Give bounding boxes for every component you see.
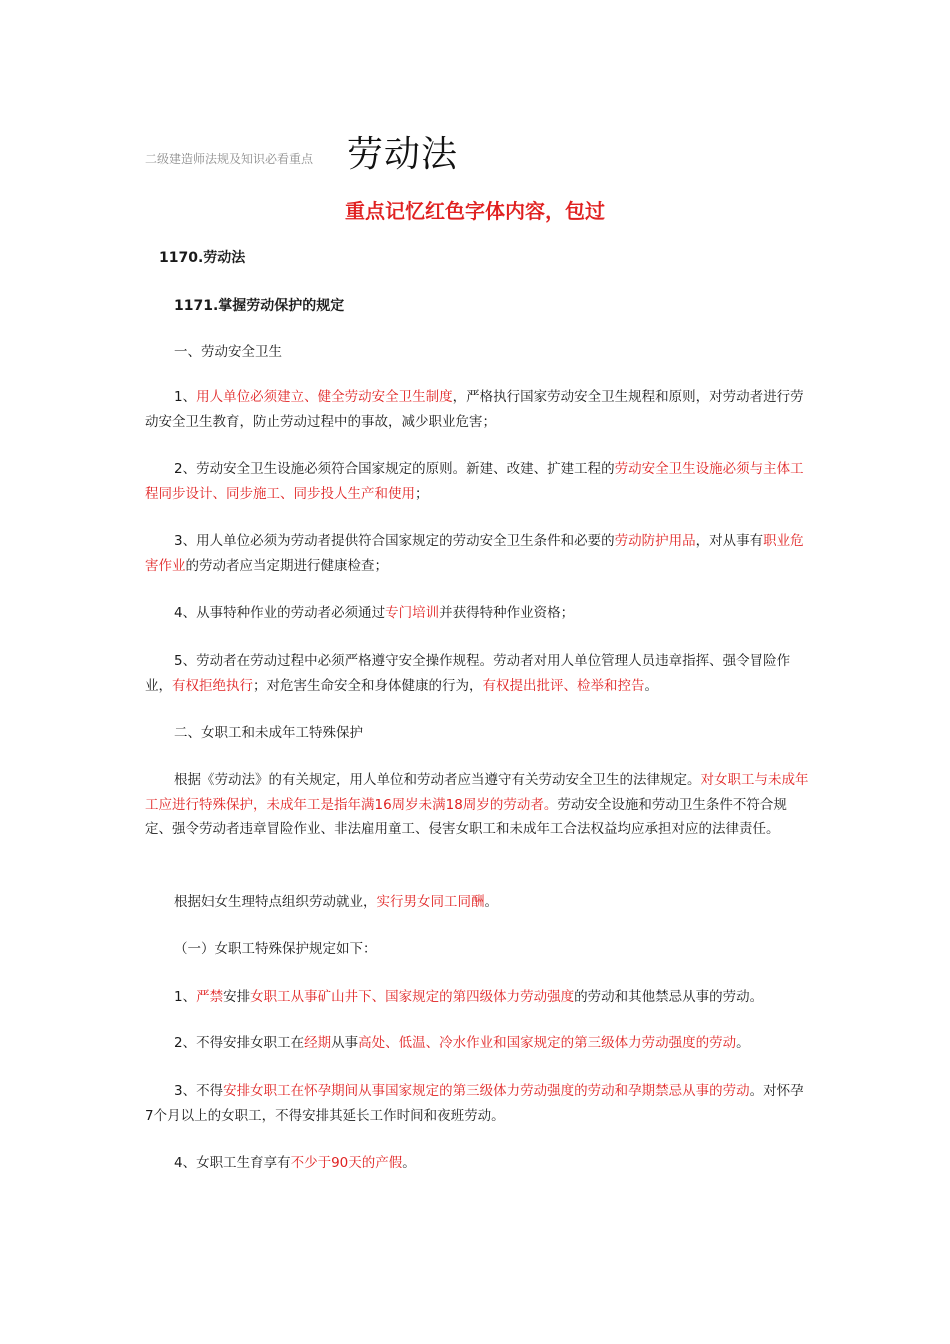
p11-red-1: 不少于90天的产假	[290, 1155, 403, 1171]
document-subtitle: 二级建造师法规及知识必看重点	[145, 152, 314, 166]
paragraph-8	[145, 985, 810, 1010]
heading-1171: 1171.掌握劳动保护的规定	[174, 298, 345, 314]
paragraph-11	[145, 1151, 810, 1176]
heading-1170: 1170.劳动法	[159, 250, 246, 266]
p9-red-1: 经期	[304, 1035, 332, 1051]
p4-text-2: 并获得特种作业资格；	[439, 605, 575, 621]
p8-text-1: 1、	[174, 989, 197, 1005]
p1-rest: ，严格执行国家劳动安全卫生规程和原则，对劳动者进行劳动安全卫生教育，防止劳动过程中的事故，减少职业危害；	[145, 389, 804, 430]
p7-text-2: 。	[484, 894, 498, 910]
p2-text-2: ；	[415, 485, 429, 502]
p6-text-1: 根据《劳动法》的有关规定，用人单位和劳动者应当遵守有关劳动安全卫生的法律规定。	[174, 772, 701, 788]
p1-prefix: 1、	[174, 389, 197, 405]
p5-text-2: ；对危害生命安全和身体健康的行为，	[253, 677, 483, 694]
paragraph-3	[145, 529, 810, 578]
p3-text-3: 的劳动者应当定期进行健康检查；	[185, 557, 388, 574]
p11-text-2: 。	[402, 1155, 416, 1171]
p8-text-2: 安排	[223, 989, 251, 1005]
subsection-heading-female-workers: （一）女职工特殊保护规定如下：	[174, 941, 377, 957]
p9-text-3: 。	[736, 1035, 750, 1051]
paragraph-5	[145, 649, 810, 698]
section-heading-safety: 一、劳动安全卫生	[174, 344, 282, 360]
p3-text-1: 3、用人单位必须为劳动者提供符合国家规定的劳动安全卫生条件和必要的	[174, 533, 615, 549]
p5-text-1: 5、劳动者在劳动过程中必须严格遵守安全操作规程。劳动者对用人单位管理人员违章指挥、强令冒险作业，	[145, 653, 791, 694]
p11-text-1: 4、女职工生育享有	[174, 1155, 291, 1171]
p8-red-2: 女职工从事矿山井下、国家规定的第四级体力劳动强度	[250, 989, 575, 1005]
p9-red-2: 高处、低温、冷水作业和国家规定的第三级体力劳动强度的劳动	[358, 1035, 737, 1051]
p10-text-2: 。对怀孕7个月以上的女职工，不得安排其延长工作时间和夜班劳动。	[145, 1083, 804, 1124]
p8-text-3: 的劳动和其他禁忌从事的劳动。	[574, 989, 764, 1005]
paragraph-1	[145, 385, 810, 434]
p6-red-1: 对女职工与未成年工应进行特殊保护，未成年工是指年满16周岁未满18周岁的劳动者。	[145, 772, 809, 813]
p8-red-1: 严禁	[196, 989, 224, 1005]
p9-text-2: 从事	[331, 1035, 359, 1051]
p4-red-1: 专门培训	[385, 605, 440, 621]
paragraph-2	[145, 457, 810, 506]
p10-text-1: 3、不得	[174, 1083, 224, 1099]
p7-red-1: 实行男女同工同酬	[376, 894, 485, 910]
p6-text-2: 劳动安全设施和劳动卫生条件不符合规定、强令劳动者违章冒险作业、非法雇用童工、侵害女职工和未成年工合法权益均应承担对应的法律责任。	[145, 796, 787, 837]
p1-red-1: 用人单位必须建立、健全劳动安全卫生制度	[196, 389, 453, 405]
p5-red-2: 有权提出批评、检举和控告	[482, 677, 645, 694]
paragraph-9	[145, 1031, 810, 1056]
paragraph-4	[145, 601, 810, 626]
p5-red-1: 有权拒绝执行	[172, 677, 253, 694]
p3-red-2: 职业危害作业	[145, 533, 804, 574]
p7-text-1: 根据妇女生理特点组织劳动就业，	[174, 894, 377, 910]
p5-text-3: 。	[644, 677, 658, 694]
paragraph-6	[145, 768, 810, 842]
document-header	[145, 126, 825, 176]
document-title: 劳动法	[347, 134, 459, 175]
p2-text-1: 2、劳动安全卫生设施必须符合国家规定的原则。新建、改建、扩建工程的	[174, 461, 615, 477]
paragraph-10	[145, 1079, 810, 1128]
highlight-note: 重点记忆红色字体内容，包过	[345, 199, 605, 223]
p10-red-1: 安排女职工在怀孕期间从事国家规定的第三级体力劳动强度的劳动和孕期禁忌从事的劳动	[223, 1083, 750, 1099]
section-heading-special-protection: 二、女职工和未成年工特殊保护	[174, 725, 363, 741]
p4-text-1: 4、从事特种作业的劳动者必须通过	[174, 605, 386, 621]
p2-red-1: 劳动安全卫生设施必须与主体工程同步设计、同步施工、同步投人生产和使用	[145, 461, 804, 502]
paragraph-7	[145, 890, 810, 915]
p3-text-2: ，对从事有	[695, 533, 764, 549]
p3-red-1: 劳动防护用品	[614, 533, 696, 549]
p9-text-1: 2、不得安排女职工在	[174, 1035, 305, 1051]
